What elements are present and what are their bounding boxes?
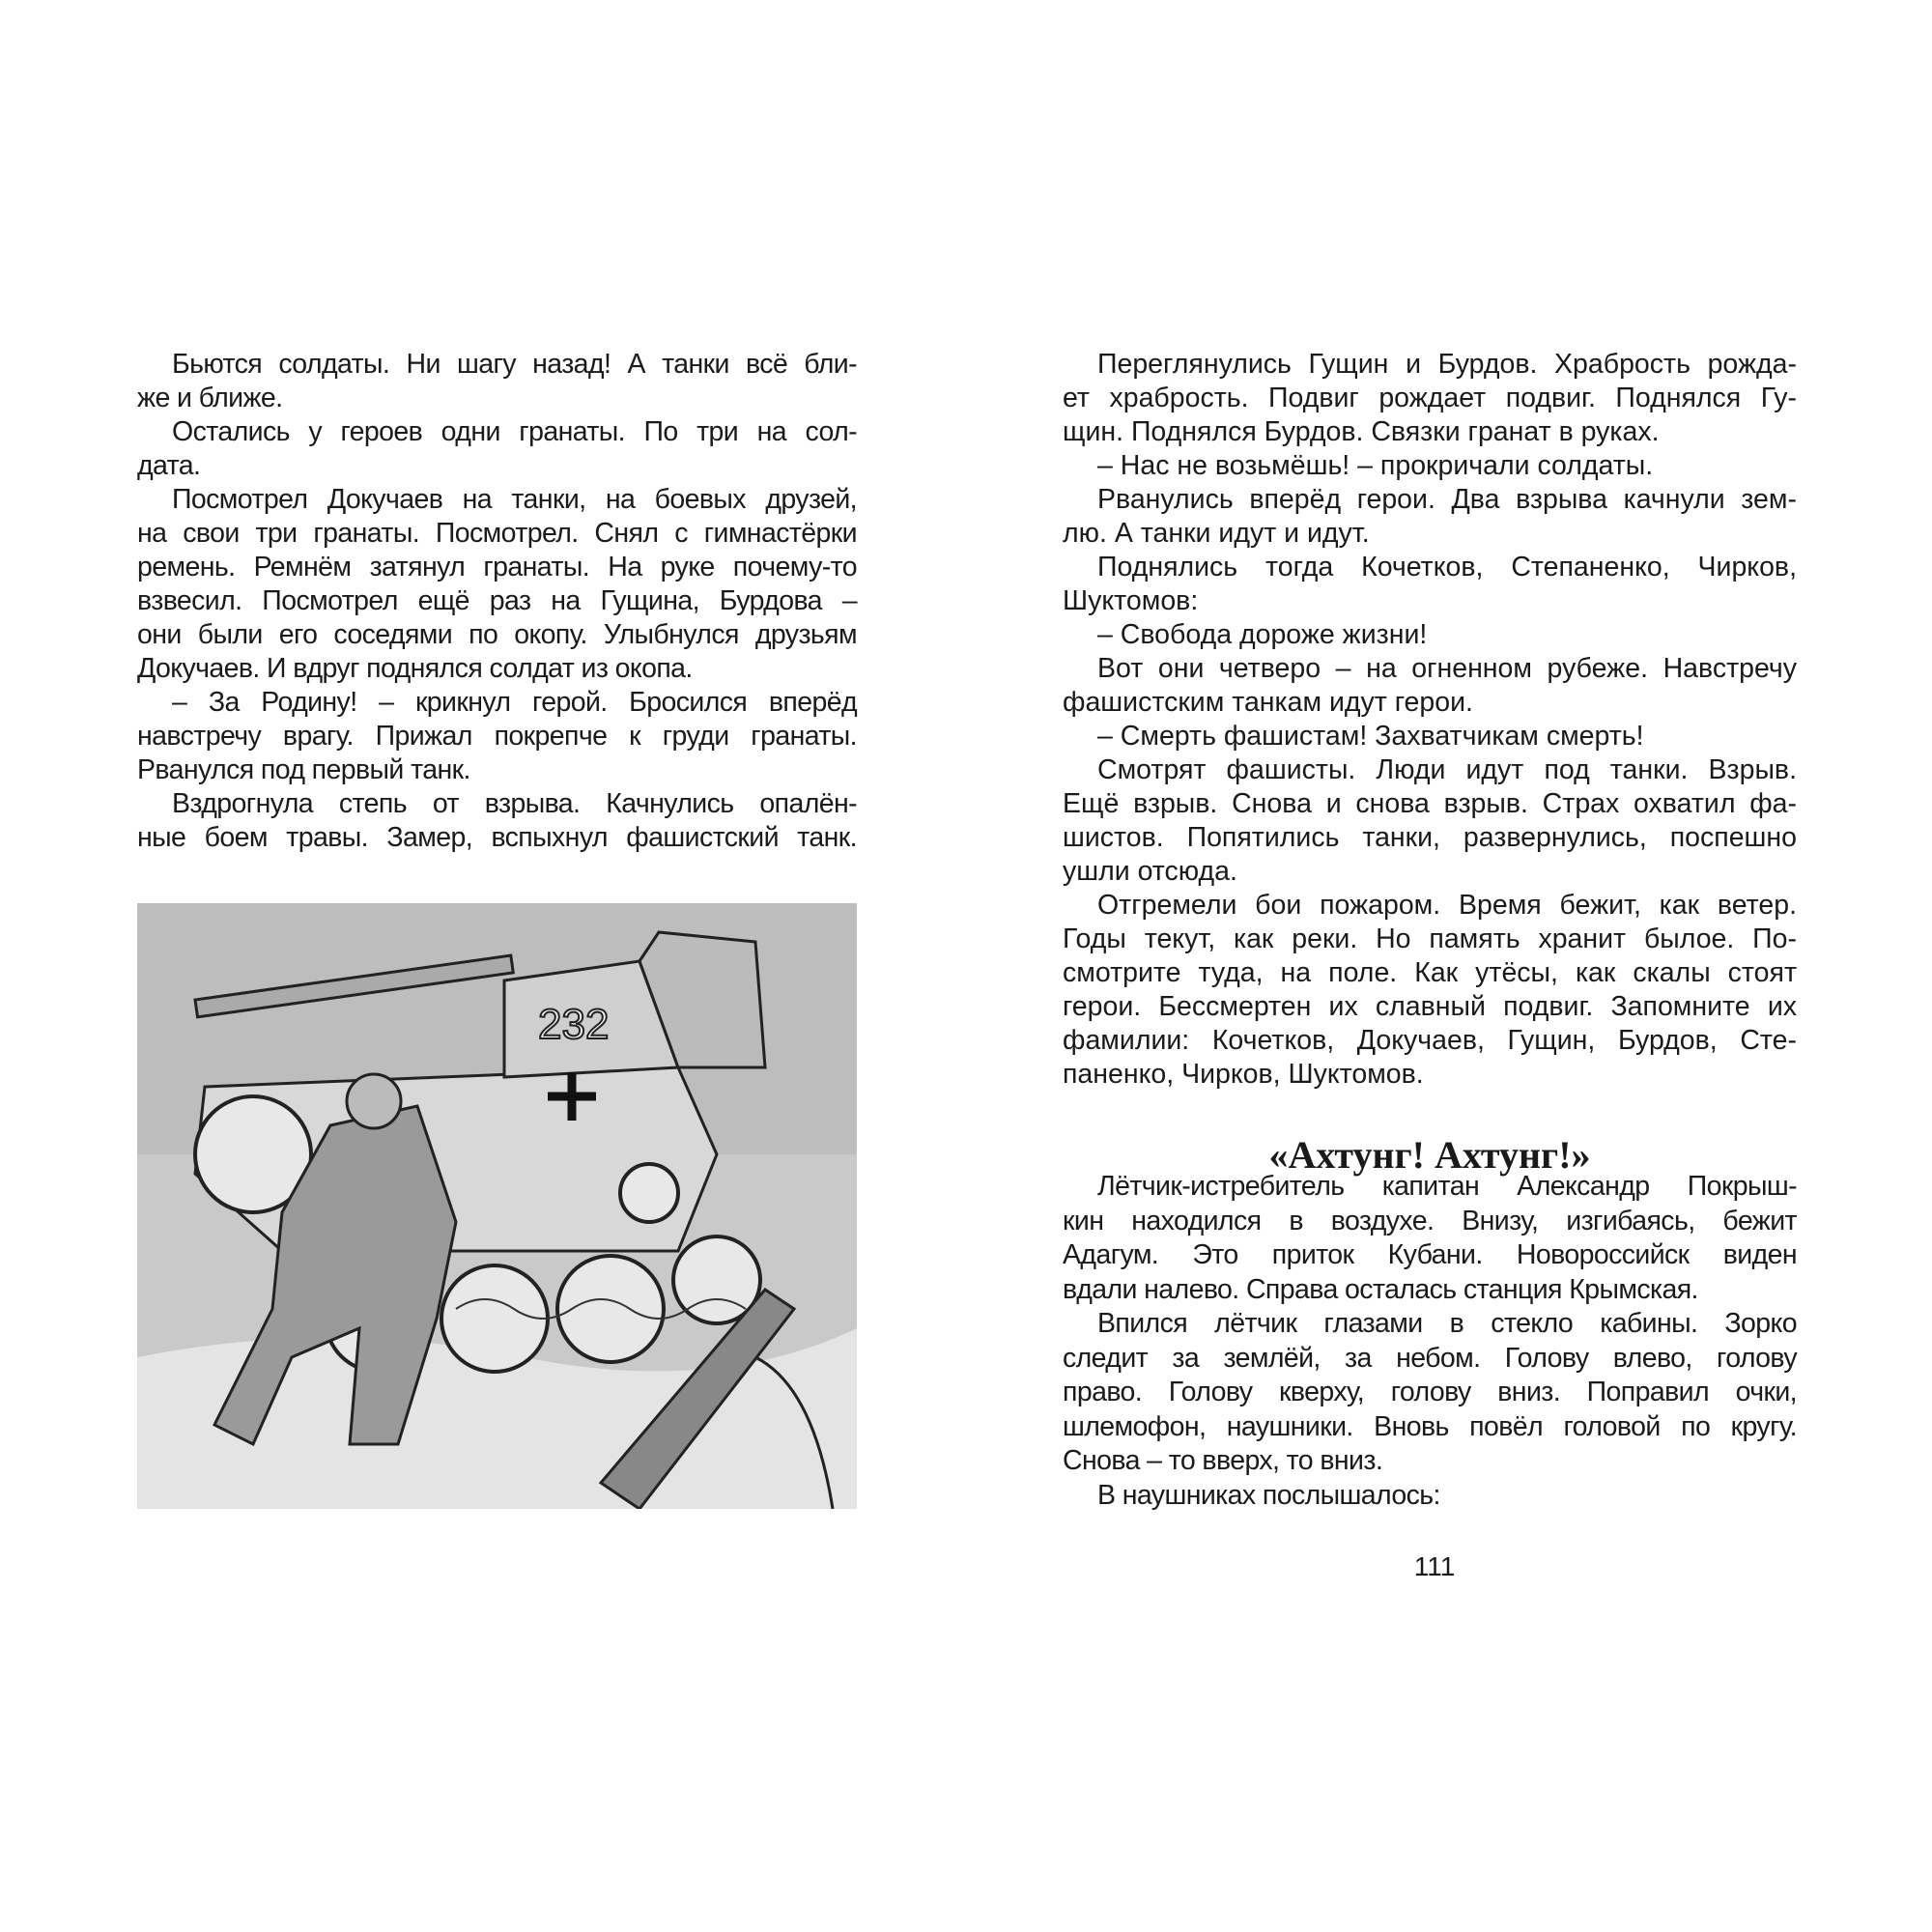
text-line: право. Голову кверху, голову вниз. Поправил очки,: [1063, 1377, 1797, 1407]
text-line: Отгремели бои пожаром. Время бежит, как ветер.: [1097, 890, 1797, 921]
text-line: Годы текут, как реки. Но память хранит былое. По-: [1063, 923, 1797, 954]
text-line: следит за землёй, за небом. Голову влево, голову: [1063, 1342, 1797, 1374]
text-line: фашистским танкам идут герои.: [1063, 687, 1473, 718]
text-line: паненко, Чирков, Шуктомов.: [1063, 1059, 1424, 1090]
text-line: щин. Поднялся Бурдов. Связки гранат в руках.: [1063, 416, 1660, 447]
text-line: Посмотрел Докучаев на танки, на боевых друзей,: [172, 484, 857, 515]
text-line: герои. Бессмертен их славный подвиг. Запомните их: [1063, 991, 1797, 1022]
text-line: ремень. Ремнём затянул гранаты. На руке почему-то: [137, 552, 857, 582]
page-number: 111: [1413, 1551, 1456, 1581]
text-line: Докучаев. И вдруг поднялся солдат из окопа.: [137, 653, 693, 684]
text-line: – Свобода дороже жизни!: [1097, 619, 1428, 650]
text-line: ные боем травы. Замер, вспыхнул фашистский танк.: [137, 822, 857, 853]
text-line: – Смерть фашистам! Захватчикам смерть!: [1097, 721, 1644, 752]
text-line: В наушниках послышалось:: [1097, 1479, 1440, 1511]
text-line: – Нас не возьмёшь! – прокричали солдаты.: [1097, 450, 1654, 481]
text-line: Вздрогнула степь от взрыва. Качнулись опалён-: [172, 788, 857, 819]
text-line: ушли отсюда.: [1063, 856, 1237, 887]
text-line: Остались у героев одни гранаты. По три на сол-: [172, 416, 857, 447]
text-line: на свои три гранаты. Посмотрел. Снял с гимнастёрки: [137, 518, 857, 549]
text-line: шистов. Попятились танки, развернулись, поспешно: [1063, 822, 1797, 853]
text-line: Рванулся под первый танк.: [137, 754, 470, 785]
tank-number: 232: [538, 1001, 610, 1048]
text-line: Поднялись тогда Кочетков, Степаненко, Чирков,: [1097, 552, 1797, 582]
text-line: Рванулись вперёд герои. Два взрыва качнули зем-: [1097, 484, 1797, 515]
text-line: они были его соседями по окопу. Улыбнулся друзьям: [137, 619, 857, 650]
text-line: взвесил. Посмотрел ещё раз на Гущина, Бурдова –: [137, 585, 857, 616]
text-line: Вот они четверо – на огненном рубеже. Навстречу: [1097, 653, 1797, 684]
text-line: вдали налево. Справа осталась станция Крымская.: [1063, 1273, 1698, 1305]
text-line: ет храбрость. Подвиг рождает подвиг. Поднялся Гу-: [1063, 383, 1797, 413]
text-line: фамилии: Кочетков, Докучаев, Гущин, Бурдов, Сте-: [1063, 1025, 1797, 1056]
text-line: навстречу врагу. Прижал покрепче к груди гранаты.: [137, 721, 857, 752]
text-line: кин находился в воздухе. Внизу, изгибаясь, бежит: [1063, 1205, 1797, 1236]
right-column-text: [1063, 348, 1797, 1092]
text-line: Адагум. Это приток Кубани. Новороссийск виден: [1063, 1239, 1797, 1270]
text-line: дата.: [137, 450, 201, 481]
text-line: шлемофон, наушники. Вновь повёл головой по кругу.: [1063, 1410, 1797, 1442]
text-line: лю. А танки идут и идут.: [1063, 518, 1370, 549]
illustration-tank-soldier: [137, 903, 857, 1509]
text-line: – За Родину! – крикнул герой. Бросился вперёд: [172, 687, 857, 718]
text-line: Лётчик-истребитель капитан Александр Покрыш-: [1097, 1171, 1797, 1202]
text-line: Бьются солдаты. Ни шагу назад! А танки всё бли-: [172, 349, 857, 380]
text-line: Снова – то вверх, то вниз.: [1063, 1445, 1383, 1476]
text-line: Переглянулись Гущин и Бурдов. Храбрость рожда-: [1097, 349, 1797, 380]
text-line: же и ближе.: [137, 383, 283, 413]
chapter-heading: «Ахтунг! Ахтунг!»: [1268, 1133, 1591, 1177]
text-line: Смотрят фашисты. Люди идут под танки. Взрыв.: [1097, 754, 1797, 785]
text-line: смотрите туда, на поле. Как утёсы, как скалы стоят: [1063, 957, 1797, 988]
chapter-text: [1063, 1170, 1797, 1513]
tank-illustration-image: [137, 903, 857, 1509]
text-line: Впился лётчик глазами в стекло кабины. Зорко: [1097, 1308, 1797, 1339]
text-line: Ещё взрыв. Снова и снова взрыв. Страх охватил фа-: [1063, 788, 1797, 819]
text-line: Шуктомов:: [1063, 585, 1199, 616]
left-column-text: [137, 348, 857, 855]
